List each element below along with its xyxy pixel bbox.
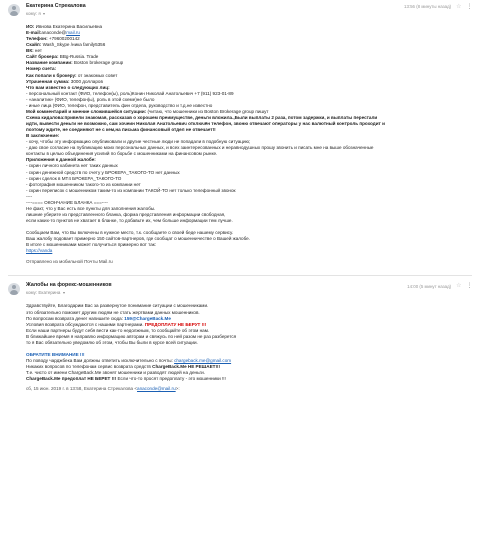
quote-header-suffix: >: (175, 386, 180, 392)
field-value: контакты в целью объединения усилий по борьбе с мошенниками на финансовом рынке. (26, 151, 218, 157)
avatar (8, 4, 20, 16)
field-label: поэтому ждите, не соединяют не с кем,на письма финансовый отдел не отвечает!! (26, 127, 216, 133)
body-link[interactable]: chargeback.me@gmail.com (174, 358, 232, 363)
field-value: anaconde@ (41, 30, 67, 36)
field-value: - скрин переписок с мошенником таким-то из компании ТАКОЙ-ТО нет только телефонный звонок (26, 187, 236, 193)
field-label: В заключение: (26, 133, 60, 139)
sender-name[interactable]: Екатерина Стрекалова (26, 3, 86, 9)
field-label: ВК: (26, 48, 34, 54)
chevron-down-icon[interactable] (43, 13, 45, 15)
field-label: Телефон: (26, 36, 48, 42)
field-value: Ивнова Екатерина Васильевна (34, 24, 103, 29)
mobile-signature: Отправлено из мобильной Почты Mail.ru (26, 259, 113, 265)
field-label: Скайп: (26, 42, 42, 48)
field-label: Мой комментарий и мнение сложившейся ситуации: (26, 108, 147, 114)
body-text: то я Вас обязательно уведомлю об этом, чтобы Вы были в курсе всей ситуации. (26, 339, 198, 345)
field-value: - персональный контакт (ФИО, телефон(ы), роль)Конин Николай Анатольевич +7 (911) 923-01-89 (26, 90, 234, 96)
field-value: - скрин денежной средств по счету у БРОКЕРА_ТАКОГО-ТО нет данных (26, 169, 180, 175)
body-text: Т.е. чисто от имени ChargeBack.Me звонят мошенники и разводят людей на деньги. (26, 370, 205, 376)
field-value: (читаю, что мошенники из Boston Brokerage group пишут (146, 108, 269, 114)
body-text: В ближайшее время я направлю информацию авторам и свяжусь по ней разом не раз разберется (26, 333, 237, 339)
body-text: Никаких вопросов по телефонам сервис возврата средств (26, 364, 153, 370)
body-text: ChargeBack.Me НЕ РЕШАЕТ!!! (152, 364, 221, 370)
field-value: - «аналитик» (ФИО, телефон(ы), роль в этой схеме)не было (26, 96, 155, 102)
field-label: идти, вывести деньги не возможно, сам хочеин Николая Анатольевич отключён телефон, звоню отвечают операторы у нас валютный контроль проходит и (26, 121, 385, 126)
star-icon[interactable]: ☆ (456, 283, 462, 290)
avatar (8, 283, 20, 295)
field-value: +79600200142 (47, 36, 80, 42)
field-value: лишние уберите из представленного бланка, форма представления информации свободная, (26, 211, 226, 217)
field-label: Как попали к брокеру: (26, 72, 77, 78)
field-value: Не факт, что у Вас есть все пункты для заполнения жалобы. (26, 205, 156, 211)
field-value: - скрин личного кабинета нет таких данных (26, 163, 118, 169)
more-icon[interactable]: ⋮ (466, 283, 472, 290)
field-value: 3000 долларов (69, 78, 103, 84)
message-divider (8, 275, 472, 276)
body-line (26, 376, 472, 382)
quote-header-prefix: сб, 15 июн. 2019 г. в 13:58, Екатерина Стрекалова < (26, 386, 138, 392)
field-value: Wash_Skype /ника family5356 (41, 42, 106, 48)
field-label: Название компании: (26, 60, 73, 66)
recipient-line[interactable] (26, 11, 472, 17)
field-value: если каких-то пунктов не хватает в бланке, то добавьте их, чем больше информации тем лучше. (26, 218, 233, 223)
field-label: Сайт брокера: (26, 54, 59, 60)
quote-email-link[interactable]: anaconde@mail.ru (137, 386, 176, 392)
field-label: Приложения к данной жалобе: (26, 157, 96, 163)
message-time: 13:56 (8 минуты назад) (404, 4, 452, 10)
message-meta (404, 4, 472, 10)
quote-header (8, 386, 472, 392)
message-body (8, 303, 472, 382)
message-body (8, 24, 472, 254)
recipient-text: кому: я (26, 10, 41, 16)
field-value: - скрин сделок в МТ4 БРОКЕРА_ТАКОГО-ТО (26, 175, 122, 181)
field-value: BBg-Russia. Trade (58, 54, 99, 60)
field-value: Ваш жалобу подовает примерно 150 сайтов-партнеров, где сообщат о мошенничестве о Вашей жалобе. (26, 236, 251, 242)
body-text: Условия возврата обсуждаются с нашими партнерами. (26, 321, 145, 327)
field-value: Сообщаем Вам, что Вы включены в нужное место, т.к. сообщаете о своей беде нашему сервису. (26, 230, 234, 236)
field-label: Утраченная сумма: (26, 78, 70, 84)
body-text: По вопросам возврата денег напишите сюда: (26, 315, 125, 321)
field-value: - фотография мошенником такого-то из компании нет (26, 181, 141, 187)
field-value: - хочу, чтобы эту информацию опубликовали и другие честные люди не попадали в подобную ситуацию; (26, 139, 251, 145)
more-icon[interactable]: ⋮ (466, 4, 472, 10)
body-text: ПРЕДОПЛАТУ НЕ БЕРУТ !!! (144, 321, 207, 327)
body-text: Если что-то просят предоплату - это мошенники !!! (117, 376, 226, 382)
field-value: - даю свое согласие на публикацию моих персональных данных, и всех заинтересованных и неравнодушных прошу звонить и писать мне на выше обозначенные (26, 145, 374, 151)
message-meta (407, 283, 472, 289)
body-link[interactable]: ОБРАТИТЕ ВНИМАНИЕ !!! (26, 351, 85, 357)
field-label: E-mail: (26, 30, 42, 36)
body-text: Здравствуйте, Благодарим Вас за развернутое понимание ситуации с мошенниками. (26, 303, 209, 309)
body-text: ChargeBack.Me предоплат НЕ БЕРЕТ !!! (26, 376, 118, 382)
field-value: Boston brokerage group (72, 60, 124, 66)
body-link[interactable]: 159@ChargeBack.Me (124, 315, 171, 321)
field-label: Схема кидалова:привели знакомая, рассказав о хорошем преимуществе, деньги вложила.,Были выплаты 2 раза, потом задержки, и выплаты перестали (26, 114, 378, 120)
field-value: ---- (26, 193, 33, 199)
body-text: По поводу чарджбека Вам должны ответить исключительно с почты: (26, 358, 175, 363)
recipient-text: кому: Екатерина (26, 290, 61, 296)
message-header[interactable] (8, 3, 472, 24)
sender-block (26, 282, 472, 296)
field-value: от знакомых совет (76, 72, 118, 78)
sender-name[interactable]: Жалобы на форекс-мошенников (26, 282, 112, 289)
field-label: ИО: (26, 24, 35, 29)
field-value: ----==== ОКОНЧАНИЕ БЛАНКА ===---- (26, 199, 108, 205)
chevron-down-icon[interactable] (63, 292, 65, 294)
recipient-line[interactable] (26, 290, 472, 296)
field-value: В итоге с мошенниками может получиться примерно вот так: (26, 242, 157, 248)
body-link[interactable]: mail.ru (66, 30, 80, 36)
field-label: Что вам известно о следующих лиц: (26, 84, 110, 90)
field-value: - иные лица (ФИО, телефон, представитель фин отдела, руководство и т.д.не известно (26, 102, 213, 108)
star-icon[interactable]: ☆ (456, 4, 462, 10)
message-time: 14:00 (5 минут назад) (407, 283, 452, 289)
message-header[interactable] (8, 282, 472, 303)
field-value: нет (33, 48, 42, 54)
body-link[interactable]: https://vanda (26, 248, 53, 254)
body-text: это обязательно поможет другим людям не стать жертвами данных мошенников. (26, 309, 200, 315)
body-text: Если наши партнеры будут себя вести как-то недолжным, то сообщайте об этом нам. (26, 327, 210, 333)
field-label: Номер счета: (26, 66, 57, 72)
